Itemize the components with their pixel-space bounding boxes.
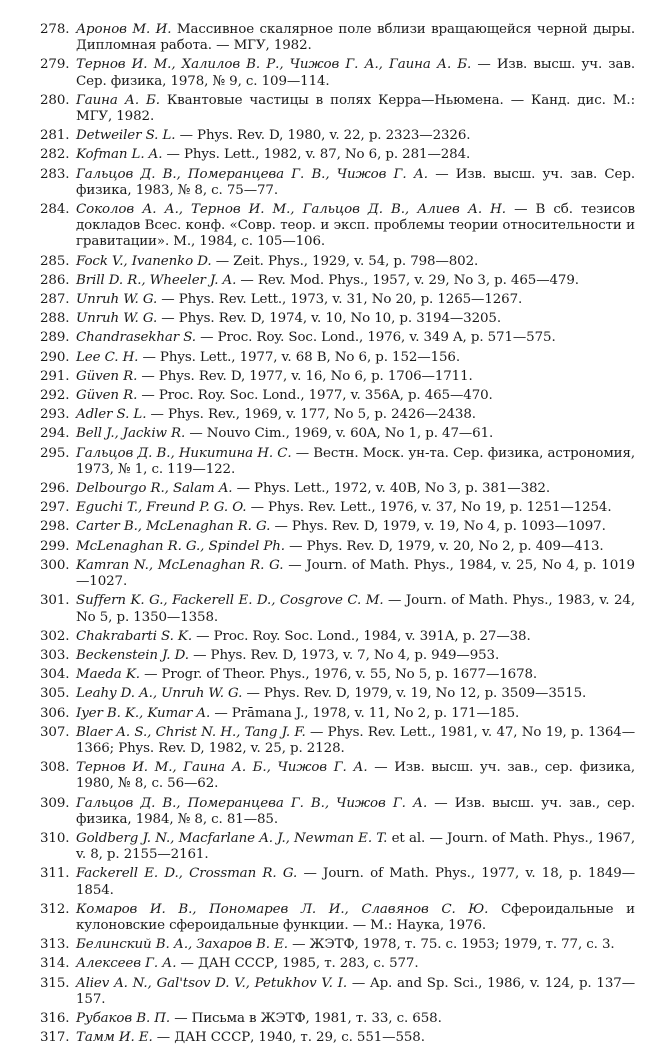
reference-item: [40, 796, 635, 828]
reference-item: [40, 1011, 635, 1027]
reference-text: — Phys. Lett., 1972, v. 40B, No 3, p. 381—382.: [232, 481, 550, 497]
reference-item: [40, 500, 635, 516]
reference-text: — Phys. Lett., 1977, v. 68 B, No 6, p. 152—156.: [138, 349, 461, 365]
reference-number: 317.: [40, 1030, 70, 1046]
reference-text: — Proc. Roy. Soc. Lond., 1984, v. 391A, p. 27—38.: [192, 628, 531, 644]
reference-text: Сфероидальные и кулоновские сфероидальные функции. — М.: Наука, 1976.: [76, 901, 635, 933]
reference-item: [40, 388, 635, 404]
reference-authors: Lee C. H.: [76, 349, 139, 365]
reference-list: [40, 22, 635, 1049]
reference-text: — Phys. Rev. D, 1979, v. 20, No 2, p. 409—413.: [284, 538, 604, 554]
reference-text: — Phys. Rev. D, 1977, v. 16, No 6, p. 1706—1711.: [137, 368, 473, 384]
reference-number: 290.: [40, 349, 70, 365]
reference-authors: Fackerell E. D., Crossman R. G.: [76, 866, 298, 882]
reference-item: [40, 667, 635, 683]
reference-item: [40, 273, 635, 289]
reference-authors: Adler S. L.: [76, 407, 147, 423]
reference-authors: Eguchi T., Freund P. G. O.: [76, 500, 247, 516]
reference-authors: Fock V., Ivanenko D.: [76, 253, 212, 269]
reference-authors: Detweiler S. L.: [76, 128, 176, 144]
reference-item: [40, 976, 635, 1008]
reference-text: — Изв. высш. уч. зав. Сер. физика, 1983, № 8, с. 75—77.: [76, 166, 635, 198]
reference-authors: Unruh W. G.: [76, 311, 158, 327]
reference-item: [40, 558, 635, 590]
reference-item: [40, 648, 635, 664]
reference-item: [40, 831, 635, 863]
reference-number: 280.: [40, 92, 70, 108]
reference-item: [40, 57, 635, 89]
reference-text: — Ap. and Sp. Sci., 1986, v. 124, p. 137—157.: [76, 975, 635, 1007]
reference-item: [40, 202, 635, 251]
reference-authors: Комаров И. В., Пономарев Л. И., Славянов С. Ю.: [76, 901, 489, 917]
reference-number: 299.: [40, 538, 70, 554]
reference-number: 311.: [40, 866, 70, 882]
reference-item: [40, 369, 635, 385]
reference-authors: McLenaghan R. G., Spindel Ph.: [76, 538, 285, 554]
reference-text: — Phys. Rev. Lett., 1973, v. 31, No 20, p. 1265—1267.: [157, 292, 523, 308]
reference-item: [40, 539, 635, 555]
reference-item: [40, 311, 635, 327]
reference-number: 287.: [40, 292, 70, 308]
reference-text: — В сб. тезисов докладов Всес. конф. «Совр. теор. и эксп. проблемы теории относительности и гравитации». М., 1984, с. 105—106.: [76, 202, 635, 250]
reference-number: 285.: [40, 253, 70, 269]
reference-item: [40, 93, 635, 125]
reference-number: 310.: [40, 830, 70, 846]
reference-number: 303.: [40, 647, 70, 663]
reference-text: — Phys. Lett., 1982, v. 87, No 6, p. 281—284.: [162, 147, 471, 163]
reference-authors: Kamran N., McLenaghan R. G.: [76, 557, 284, 573]
reference-authors: Тернов И. М., Халилов В. Р., Чижов Г. А., Гаина А. Б.: [76, 57, 472, 73]
reference-item: [40, 956, 635, 972]
reference-item: [40, 128, 635, 144]
reference-text: — Progr. of Theor. Phys., 1976, v. 55, No 5, p. 1677—1678.: [139, 667, 538, 683]
reference-authors: Blaer A. S., Christ N. H., Tang J. F.: [76, 724, 306, 740]
reference-authors: Белинский В. А., Захаров В. Е.: [76, 937, 288, 953]
reference-text: — Phys. Rev. D, 1980, v. 22, p. 2323—2326.: [175, 128, 471, 144]
reference-item: [40, 706, 635, 722]
reference-authors: Тернов И. М., Гаина А. Б., Чижов Г. А.: [76, 760, 368, 776]
reference-item: [40, 593, 635, 625]
reference-text: — Phys. Rev. Lett., 1976, v. 37, No 19, p. 1251—1254.: [246, 500, 612, 516]
reference-number: 288.: [40, 311, 70, 327]
reference-number: 306.: [40, 705, 70, 721]
reference-authors: Unruh W. G.: [76, 292, 158, 308]
reference-text: — Prāmana J., 1978, v. 11, No 2, p. 171—185.: [210, 705, 520, 721]
reference-text: — Изв. высш. уч. зав., сер. физика, 1984, № 8, с. 81—85.: [76, 795, 635, 827]
reference-authors: Chakrabarti S. K.: [76, 628, 192, 644]
reference-number: 279.: [40, 57, 70, 73]
reference-item: [40, 167, 635, 199]
reference-number: 286.: [40, 272, 70, 288]
reference-authors: Гальцов Д. В., Померанцева Г. В., Чижов Г. А.: [76, 795, 428, 811]
reference-item: [40, 902, 635, 934]
reference-text: — Zeit. Phys., 1929, v. 54, p. 798—802.: [211, 253, 479, 269]
reference-authors: Гальцов Д. В., Никитина Н. С.: [76, 445, 292, 461]
reference-item: [40, 254, 635, 270]
reference-number: 300.: [40, 557, 70, 573]
reference-text: — Phys. Rev. Lett., 1981, v. 47, No 19, p. 1364—1366; Phys. Rev. D, 1982, v. 25, p. 2128.: [76, 724, 635, 756]
reference-number: 292.: [40, 388, 70, 404]
reference-number: 282.: [40, 147, 70, 163]
reference-number: 278.: [40, 22, 70, 37]
reference-number: 302.: [40, 628, 70, 644]
reference-text: — Изв. высш. уч. зав. Сер. физика, 1978, № 9, с. 109—114.: [76, 57, 635, 89]
reference-text: — Journ. of Math. Phys., 1977, v. 18, p. 1849—1854.: [76, 866, 636, 898]
reference-item: [40, 292, 635, 308]
reference-number: 291.: [40, 368, 70, 384]
reference-authors: Алексеев Г. А.: [76, 956, 177, 972]
reference-authors: Kofman L. A.: [76, 147, 163, 163]
reference-authors: Chandrasekhar S.: [76, 330, 196, 346]
reference-item: [40, 519, 635, 535]
reference-authors: Iyer B. K., Kumar A.: [76, 705, 211, 721]
reference-authors: Аронов М. И.: [76, 22, 172, 37]
reference-text: Квантовые частицы в полях Керра—Ньюмена. — Канд. дис. М.: МГУ, 1982.: [76, 92, 635, 125]
reference-item: [40, 330, 635, 346]
reference-item: [40, 725, 635, 757]
reference-item: [40, 866, 635, 898]
reference-item: [40, 937, 635, 953]
reference-text: — Phys. Rev. D, 1979, v. 19, No 12, p. 3509—3515.: [242, 686, 587, 702]
reference-authors: Goldberg J. N., Macfarlane A. J., Newman E. T.: [76, 830, 388, 846]
reference-authors: Delbourgo R., Salam A.: [76, 481, 233, 497]
reference-number: 316.: [40, 1010, 70, 1026]
reference-text: — Journ. of Math. Phys., 1984, v. 25, No 4, p. 1019—1027.: [76, 557, 635, 590]
reference-text: — Вестн. Моск. ун-та. Сер. физика, астрономия, 1973, № 1, с. 119—122.: [76, 445, 635, 477]
reference-authors: Güven R.: [76, 368, 138, 384]
reference-item: [40, 407, 635, 423]
reference-authors: Carter B., McLenaghan R. G.: [76, 519, 271, 535]
reference-number: 305.: [40, 686, 70, 702]
reference-item: [40, 686, 635, 702]
reference-text: — Письма в ЖЭТФ, 1981, т. 33, с. 658.: [170, 1010, 442, 1026]
reference-text: — Proc. Roy. Soc. Lond., 1976, v. 349 A, p. 571—575.: [195, 330, 556, 346]
reference-authors: Suffern K. G., Fackerell E. D., Cosgrove C. M.: [76, 593, 384, 609]
reference-item: [40, 760, 635, 792]
reference-number: 281.: [40, 128, 70, 144]
reference-number: 315.: [40, 975, 70, 991]
reference-number: 293.: [40, 407, 70, 423]
reference-number: 314.: [40, 956, 70, 972]
reference-authors: Aliev A. N., Gal'tsov D. V., Petukhov V. I.: [76, 975, 348, 991]
reference-authors: Тамм И. Е.: [76, 1030, 153, 1046]
reference-text: — Journ. of Math. Phys., 1983, v. 24, No 5, p. 1350—1358.: [76, 593, 635, 625]
reference-number: 301.: [40, 593, 70, 609]
reference-number: 313.: [40, 937, 70, 953]
reference-item: [40, 629, 635, 645]
reference-number: 284.: [40, 202, 70, 218]
reference-number: 283.: [40, 166, 70, 182]
reference-authors: Brill D. R., Wheeler J. A.: [76, 272, 237, 288]
reference-text: — Nouvo Cim., 1969, v. 60A, No 1, p. 47—61.: [185, 426, 494, 442]
reference-item: [40, 22, 635, 54]
reference-text: Массивное скалярное поле вблизи вращающейся черной дыры. Дипломная работа. — МГУ, 1982.: [76, 22, 635, 54]
reference-text: — Phys. Rev. D, 1973, v. 7, No 4, p. 949—953.: [188, 647, 500, 663]
reference-number: 312.: [40, 901, 70, 917]
reference-item: [40, 446, 635, 478]
reference-item: [40, 350, 635, 366]
reference-text: et al. — Journ. of Math. Phys., 1967, v. 8, p. 2155—2161.: [76, 830, 635, 863]
reference-item: [40, 481, 635, 497]
reference-text: — Proc. Roy. Soc. Lond., 1977, v. 356A, p. 465—470.: [137, 388, 493, 404]
reference-text: — Phys. Rev. D, 1974, v. 10, No 10, p. 3194—3205.: [157, 311, 502, 327]
reference-item: [40, 147, 635, 163]
reference-number: 307.: [40, 724, 70, 740]
reference-text: — Rev. Mod. Phys., 1957, v. 29, No 3, p. 465—479.: [236, 272, 579, 288]
reference-text: — Изв. высш. уч. зав., сер. физика, 1980, № 8, с. 56—62.: [76, 760, 635, 792]
reference-authors: Maeda K.: [76, 667, 140, 683]
reference-number: 309.: [40, 795, 70, 811]
reference-number: 294.: [40, 426, 70, 442]
reference-text: — ДАН СССР, 1985, т. 283, с. 577.: [176, 956, 419, 972]
reference-text: — ДАН СССР, 1940, т. 29, с. 551—558.: [152, 1030, 425, 1046]
reference-number: 298.: [40, 519, 70, 535]
reference-number: 289.: [40, 330, 70, 346]
reference-authors: Гаина А. Б.: [76, 92, 160, 108]
reference-number: 295.: [40, 445, 70, 461]
reference-item: [40, 426, 635, 442]
reference-authors: Рубаков В. П.: [76, 1010, 171, 1026]
reference-text: — Phys. Rev., 1969, v. 177, No 5, p. 2426—2438.: [146, 407, 476, 423]
reference-number: 304.: [40, 667, 70, 683]
reference-authors: Beckenstein J. D.: [76, 647, 189, 663]
reference-text: — Phys. Rev. D, 1979, v. 19, No 4, p. 1093—1097.: [270, 519, 606, 535]
reference-number: 308.: [40, 760, 70, 776]
reference-authors: Leahy D. A., Unruh W. G.: [76, 686, 243, 702]
reference-authors: Гальцов Д. В., Померанцева Г. В., Чижов Г. А.: [76, 166, 428, 182]
reference-item: [40, 1030, 635, 1046]
reference-authors: Bell J., Jackiw R.: [76, 426, 186, 442]
reference-number: 297.: [40, 500, 70, 516]
reference-text: — ЖЭТФ, 1978, т. 75. с. 1953; 1979, т. 77, с. 3.: [287, 937, 615, 953]
reference-number: 296.: [40, 481, 70, 497]
reference-authors: Соколов А. А., Тернов И. М., Гальцов Д. В., Алиев А. Н.: [76, 202, 506, 218]
reference-authors: Güven R.: [76, 388, 138, 404]
